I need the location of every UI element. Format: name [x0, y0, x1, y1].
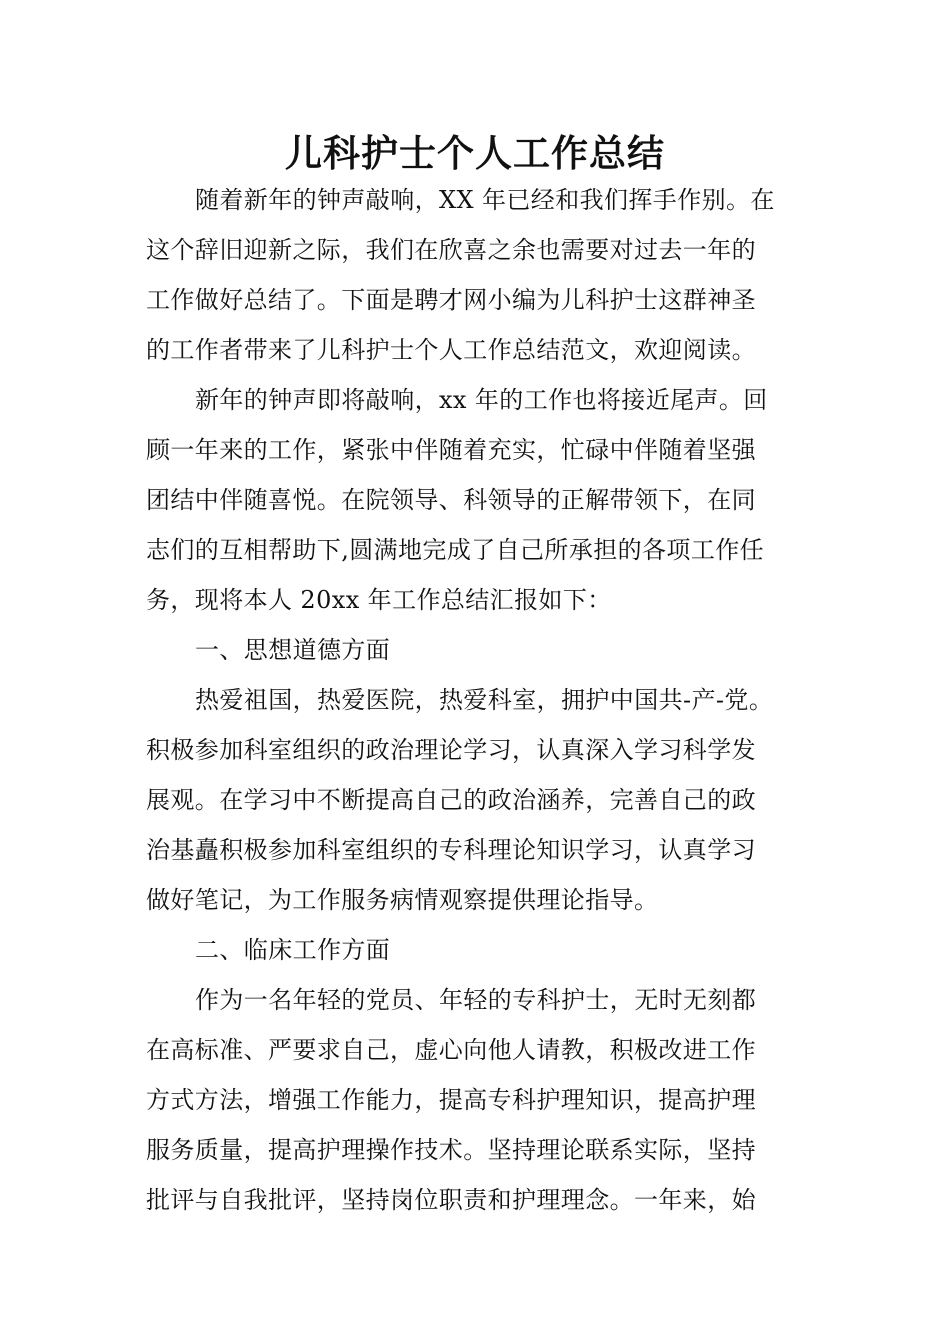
text-line: 随着新年的钟声敲响，XX 年已经和我们挥手作别。在 — [195, 186, 775, 214]
text-line: 做好笔记，为工作服务病情观察提供理论指导。 — [146, 886, 659, 914]
text-line: 志们的互相帮助下,圆满地完成了自己所承担的各项工作任 — [146, 536, 765, 564]
text-line: 展观。在学习中不断提高自己的政治涵养，完善自己的政 — [146, 786, 756, 814]
text-line: 这个辞旧迎新之际，我们在欣喜之余也需要对过去一年的 — [146, 236, 756, 264]
section-heading: 二、临床工作方面 — [195, 936, 391, 964]
text-line: 批评与自我批评，坚持岗位职责和护理理念。一年来，始 — [146, 1186, 756, 1214]
document-title: 儿科护士个人工作总结 — [285, 131, 665, 175]
text-line: 工作做好总结了。下面是聘才网小编为儿科护士这群神圣 — [146, 286, 756, 314]
text-line: 的工作者带来了儿科护士个人工作总结范文，欢迎阅读。 — [146, 336, 756, 364]
section-heading: 一、思想道德方面 — [195, 636, 391, 664]
text-line: 服务质量，提高护理操作技术。坚持理论联系实际，坚持 — [146, 1136, 756, 1164]
text-line: 作为一名年轻的党员、年轻的专科护士，无时无刻都 — [195, 986, 757, 1014]
text-line: 在高标准、严要求自己，虚心向他人请教，积极改进工作 — [146, 1036, 756, 1064]
text-line: 顾一年来的工作，紧张中伴随着充实，忙碌中伴随着坚强 — [146, 436, 756, 464]
text-line: 务，现将本人 20xx 年工作总结汇报如下： — [146, 586, 612, 614]
text-line: 积极参加科室组织的政治理论学习，认真深入学习科学发 — [146, 736, 756, 764]
text-line: 治基矗积极参加科室组织的专科理论知识学习，认真学习 — [146, 836, 756, 864]
text-line: 热爱祖国，热爱医院，热爱科室，拥护中国共-产-党。 — [195, 686, 774, 714]
text-line: 新年的钟声即将敲响，xx 年的工作也将接近尾声。回 — [195, 386, 768, 414]
text-line: 团结中伴随喜悦。在院领导、科领导的正解带领下，在同 — [146, 486, 756, 514]
text-line: 方式方法，增强工作能力，提高专科护理知识，提高护理 — [146, 1086, 756, 1114]
